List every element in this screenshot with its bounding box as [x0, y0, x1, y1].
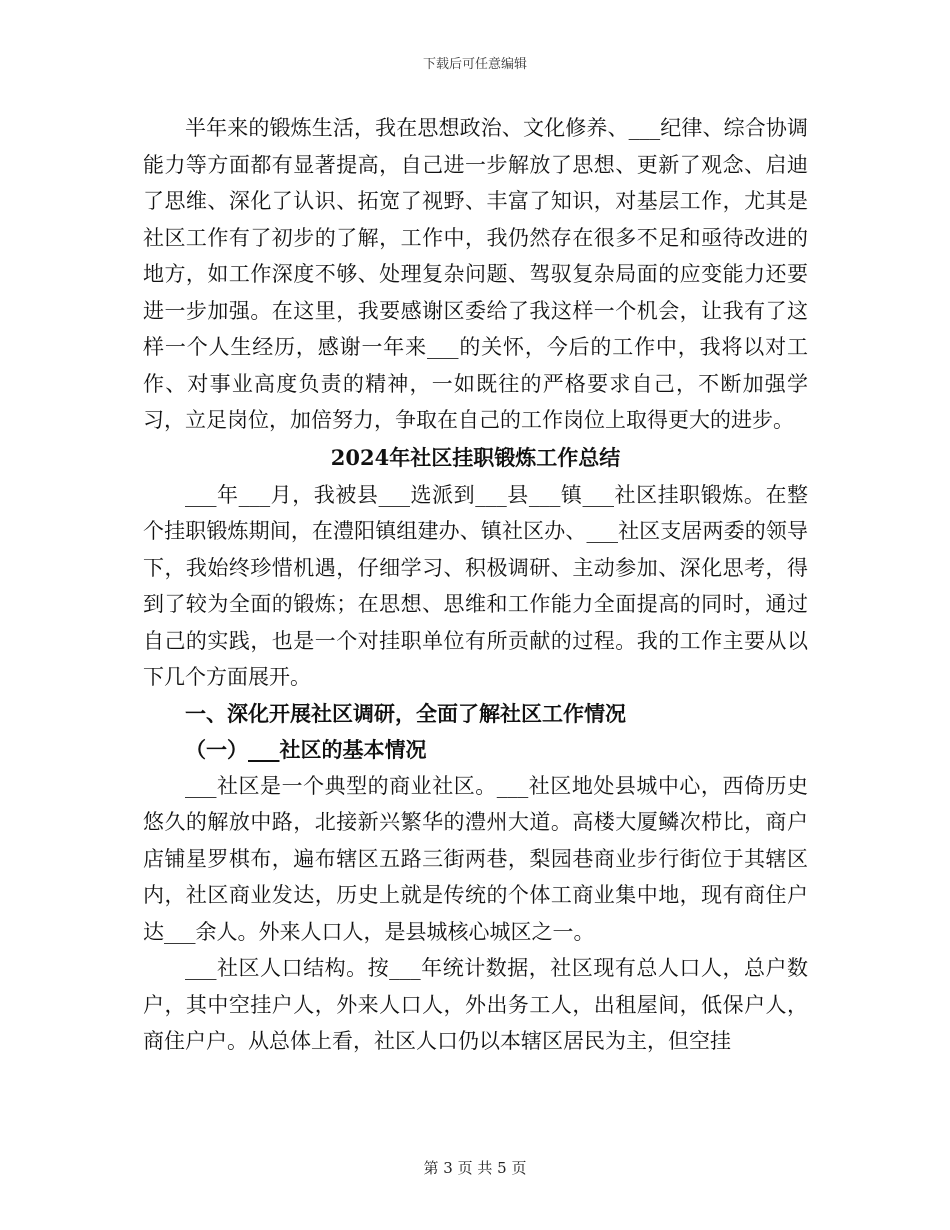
page-header: 下载后可任意编辑: [422, 57, 527, 72]
section-heading: 一、深化开展社区调研，全面了解社区工作情况: [185, 700, 626, 726]
paragraph-summary-reflection: 半年来的锻炼生活，我在思想政治、文化修养、___纪律、综合协调能力等方面都有显著提高，自己进一步解放了思想、更新了观念、启迪了思维、深化了认识、拓宽了视野、丰富了知识，对基层工作，尤其是社区工作有了初步的了解，工作中，我仍然存在很多不足和亟待改进的地方，如工作深度不够、处理复杂问题、驾驭复杂局面的应变能力还要进一步加强。在这里，我要感谢区委给了我这样一个机会，让我有了这样一个人生经历，感谢一年来___的关怀，今后的工作中，我将以对工作、对事业高度负责的精神，一如既往的严格要求自己，不断加强学习，立足岗位，加倍努力，争取在自己的工作岗位上取得更大的进步。: [143, 116, 808, 432]
paragraph-population-structure: ___社区人口结构。按___年统计数据，社区现有总人口人，总户数户，其中空挂户人，外来人口人，外出务工人，出租屋间，低保户人，商住户户。从总体上看，社区人口仍以本辖区居民为主，但空挂: [143, 956, 808, 1053]
document-title: 2024年社区挂职锻炼工作总结: [330, 444, 621, 470]
document-body: [143, 110, 808, 1060]
page-number: 第 3 页 共 5 页: [423, 1159, 527, 1177]
paragraph-introduction: ___年___月，我被县___选派到___县___镇___社区挂职锻炼。在整个挂职锻炼期间，在澧阳镇组建办、镇社区办、___社区支居两委的领导下，我始终珍惜机遇，仔细学习、积极调研、主动参加、深化思考，得到了较为全面的锻炼；在思想、思维和工作能力全面提高的同时，通过自己的实践，也是一个对挂职单位有所贡献的过程。我的工作主要从以下几个方面展开。: [143, 482, 808, 689]
paragraph-community-overview: ___社区是一个典型的商业社区。___社区地处县城中心，西倚历史悠久的解放中路，北接新兴繁华的澧州大道。高楼大厦鳞次栉比，商户店铺星罗棋布，遍布辖区五路三街两巷，梨园巷商业步行街位于其辖区内，社区商业发达，历史上就是传统的个体工商业集中地，现有商住户达___余人。外来人口人，是县城核心城区之一。: [143, 773, 808, 944]
subsection-heading: （一）___社区的基本情况: [185, 736, 427, 762]
